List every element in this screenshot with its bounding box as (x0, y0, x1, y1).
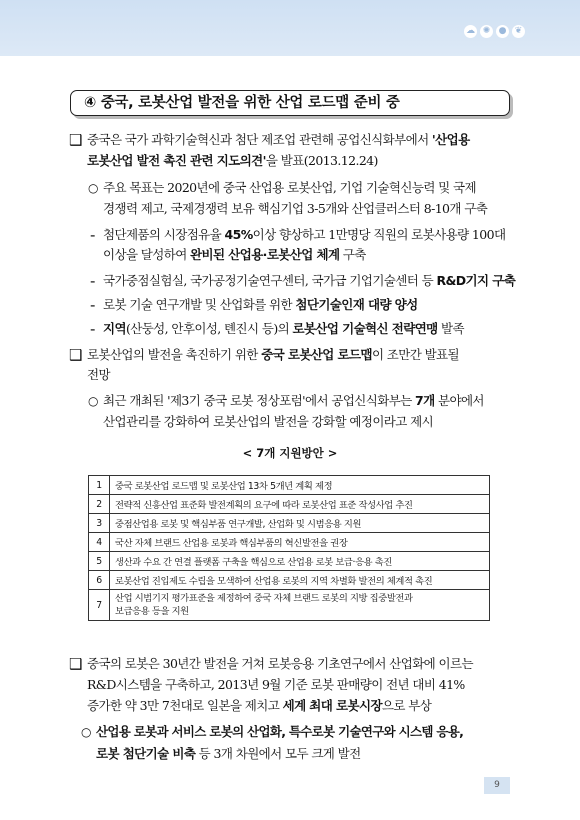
leaf-icon: ❦ (512, 25, 525, 38)
row-text-line: 보급응용 등을 지원 (115, 606, 189, 617)
emphasis: 첨단기술인재 대량 양성 (295, 297, 418, 312)
text: 첨단제품의 시장점유율 (103, 227, 225, 242)
checkbox-bullet-icon: ❑ (69, 346, 83, 364)
text: 분야에서 (434, 393, 484, 408)
emphasis: 완비된 산업용·로봇산업 체계 (190, 247, 340, 262)
drop-icon: ● (496, 25, 509, 38)
text: 이 조만간 발표될 (371, 347, 460, 362)
text: 구축 (339, 247, 366, 262)
paragraph-line: 주요 목표는 2020년에 중국 산업용 로봇산업, 기업 기술혁신능력 및 국제 (103, 180, 476, 195)
paragraph-line (87, 152, 378, 170)
row-number: 1 (89, 476, 110, 495)
page-number: 9 (484, 777, 510, 794)
paragraph-line (96, 745, 361, 763)
table-row (89, 571, 490, 590)
row-number: 7 (89, 590, 110, 621)
paragraph-line: 전망 (87, 367, 110, 382)
emphasis: 로봇산업 기술혁신 전략연맹 (292, 321, 438, 336)
row-text: 국산 자체 브랜드 산업용 로봇과 핵심부품의 혁신발전을 권장 (110, 533, 490, 552)
table-row (89, 495, 490, 514)
header-icons (464, 25, 525, 38)
sun-icon: ✺ (480, 25, 493, 38)
paragraph-line (87, 346, 459, 364)
support-plan-table (88, 475, 490, 621)
text: (산둥성, 안후이성, 톈진시 등)의 (125, 321, 293, 336)
paragraph-line: 경쟁력 제고, 국제경쟁력 보유 핵심기업 3-5개와 산업클러스터 8-10개 구축 (103, 201, 488, 216)
text: 으로 부상 (381, 698, 432, 713)
emphasis: 7개 (415, 393, 435, 408)
row-number: 4 (89, 533, 110, 552)
text: 로봇산업의 발전을 촉진하기 위한 (87, 347, 262, 362)
row-number: 3 (89, 514, 110, 533)
text: 등 3개 차원에서 모두 크게 발전 (195, 746, 361, 761)
text: 최근 개최된 '제3기 중국 로봇 정상포럼'에서 공업신식화부는 (103, 393, 416, 408)
text: 이상 향상하고 1만명당 직원의 로봇사용량 100대 (252, 227, 506, 242)
checkbox-bullet-icon: ❑ (69, 655, 83, 673)
paragraph-line (103, 226, 505, 244)
circle-bullet-icon: ○ (88, 394, 99, 408)
circle-bullet-icon: ○ (88, 181, 99, 195)
paragraph-line: 중국의 로봇은 30년간 발전을 거쳐 로봇응용 기초연구에서 산업화에 이르는 (87, 656, 473, 671)
emphasis: 지역 (103, 321, 126, 336)
emphasis: 45% (224, 227, 253, 242)
section-title: ④ 중국, 로봇산업 발전을 위한 산업 로드맵 준비 중 (84, 95, 400, 111)
dash-bullet-icon: - (90, 226, 96, 244)
section-title-box (70, 90, 510, 116)
table-row (89, 590, 490, 621)
header-band (0, 0, 580, 56)
paragraph-line: 산업용 로봇과 서비스 로봇의 산업화, 특수로봇 기술연구와 시스템 응용, (96, 724, 464, 739)
table-row (89, 476, 490, 495)
row-number: 2 (89, 495, 110, 514)
row-text (110, 590, 490, 621)
row-text: 중점산업용 로봇 및 핵심부품 연구개발, 산업화 및 시범응용 지원 (110, 514, 490, 533)
dash-bullet-icon: - (90, 272, 96, 290)
paragraph-line: 산업관리를 강화하여 로봇산업의 발전을 강화할 예정이라고 제시 (103, 414, 434, 429)
row-text: 전략적 신흥산업 표준화 발전계획의 요구에 따라 로봇산업 표준 작성사업 추진 (110, 495, 490, 514)
emphasis: R&D기지 구축 (436, 273, 516, 288)
row-text: 생산과 수요 간 연결 플랫폼 구축을 핵심으로 산업용 로봇 보급·응용 촉진 (110, 552, 490, 571)
emphasis: 로봇 첨단기술 비축 (96, 746, 196, 761)
row-text-line: 산업 시범기지 평가표준을 제정하여 중국 자체 브랜드 로봇의 지방 집중발전과 (115, 593, 413, 604)
row-text: 중국 로봇산업 로드맵 및 로봇산업 13차 5개년 계획 제정 (110, 476, 490, 495)
text: 이상을 달성하여 (103, 247, 191, 262)
row-number: 6 (89, 571, 110, 590)
paragraph-line (103, 392, 484, 410)
paragraph-line (87, 697, 431, 715)
table-row (89, 552, 490, 571)
text: 을 발표(2013.12.24) (265, 153, 378, 168)
emphasis: 로봇산업 발전 촉진 관련 지도의견' (87, 153, 266, 168)
text: 증가한 약 3만 7천대로 일본을 제치고 (87, 698, 283, 713)
row-text: 로봇산업 진입제도 수립을 모색하여 산업용 로봇의 지역 차별화 발전의 체계적 촉진 (110, 571, 490, 590)
emphasis: '산업용 (431, 132, 470, 147)
text: 발족 (437, 321, 464, 336)
circle-bullet-icon: ○ (81, 725, 92, 739)
paragraph-line: R&D시스템을 구축하고, 2013년 9월 기준 로봇 판매량이 전년 대비 41% (87, 677, 465, 692)
dash-bullet-icon: - (90, 296, 96, 314)
table-row (89, 514, 490, 533)
paragraph-line (87, 131, 470, 149)
paragraph-line (103, 320, 464, 338)
paragraph-line (103, 246, 366, 264)
text: 중국은 국가 과학기술혁신과 첨단 제조업 관련해 공업신식화부에서 (87, 132, 432, 147)
emphasis: 세계 최대 로봇시장 (282, 698, 382, 713)
emphasis: 중국 로봇산업 로드맵 (261, 347, 372, 362)
table-row (89, 533, 490, 552)
paragraph-line (103, 296, 418, 314)
paragraph-line (103, 272, 515, 290)
checkbox-bullet-icon: ❑ (69, 131, 83, 149)
text: 로봇 기술 연구개발 및 산업화를 위한 (103, 297, 296, 312)
text: 국가중점실험실, 국가공정기술연구센터, 국가급 기업기술센터 등 (103, 273, 437, 288)
table-caption: < 7개 지원방안 > (242, 446, 338, 460)
dash-bullet-icon: - (90, 320, 96, 338)
cloud-icon: ☁ (466, 26, 475, 36)
row-number: 5 (89, 552, 110, 571)
